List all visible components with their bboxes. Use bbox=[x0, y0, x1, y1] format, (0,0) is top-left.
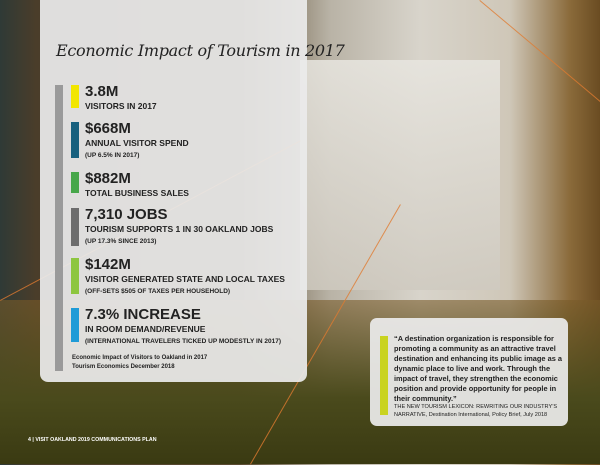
stat-value: 7.3% INCREASE bbox=[85, 306, 201, 323]
stat-value: 7,310 JOBS bbox=[85, 206, 168, 223]
stat-label: VISITORS IN 2017 bbox=[85, 101, 157, 111]
stat-color-bar bbox=[71, 122, 79, 158]
quote-accent-bar bbox=[380, 336, 388, 415]
stat-note: (UP 17.3% SINCE 2013) bbox=[85, 238, 157, 245]
quote-box bbox=[370, 318, 568, 426]
page-footer: 4 | VISIT OAKLAND 2019 COMMUNICATIONS PLAN bbox=[28, 437, 157, 443]
stat-value: 3.8M bbox=[85, 83, 119, 100]
stat-color-bar bbox=[71, 208, 79, 246]
stat-color-bar bbox=[71, 308, 79, 342]
source-line: Tourism Economics December 2018 bbox=[72, 364, 175, 370]
stat-color-bar bbox=[71, 172, 79, 193]
stat-label: TOTAL BUSINESS SALES bbox=[85, 188, 189, 198]
stat-color-bar bbox=[71, 85, 79, 108]
stat-value: $882M bbox=[85, 170, 131, 187]
background-photo-wall bbox=[300, 60, 500, 290]
stat-label: ANNUAL VISITOR SPEND bbox=[85, 138, 189, 148]
source-citation bbox=[72, 354, 207, 372]
stat-label: TOURISM SUPPORTS 1 IN 30 OAKLAND JOBS bbox=[85, 224, 274, 234]
stat-value: $142M bbox=[85, 256, 131, 273]
stat-color-bar bbox=[71, 258, 79, 294]
stat-label: VISITOR GENERATED STATE AND LOCAL TAXES bbox=[85, 274, 285, 284]
stat-note: (OFF-SETS $505 OF TAXES PER HOUSEHOLD) bbox=[85, 288, 231, 295]
page-title: Economic Impact of Tourism in 2017 bbox=[56, 41, 345, 60]
quote-source: THE NEW TOURISM LEXICON: REWRITING OUR INDUSTRY’S NARRATIVE, Destination International, Policy Brief, July 2018 bbox=[394, 404, 558, 418]
quote-text: “A destination organization is responsible for promoting a community as an attractive travel destination and enhancing its public image as a dynamic place to live and work. Through the impact of travel, they strengthen the economic position and provide opportunity for people in their community.” bbox=[394, 334, 562, 403]
stat-value: $668M bbox=[85, 120, 131, 137]
stat-note: (UP 6.5% IN 2017) bbox=[85, 152, 140, 159]
stat-label: IN ROOM DEMAND/REVENUE bbox=[85, 324, 206, 334]
stat-note: (INTERNATIONAL TRAVELERS TICKED UP MODESTLY IN 2017) bbox=[85, 338, 281, 345]
source-line: Economic Impact of Visitors to Oakland in 2017 bbox=[72, 355, 208, 361]
gray-side-bar bbox=[55, 85, 63, 371]
